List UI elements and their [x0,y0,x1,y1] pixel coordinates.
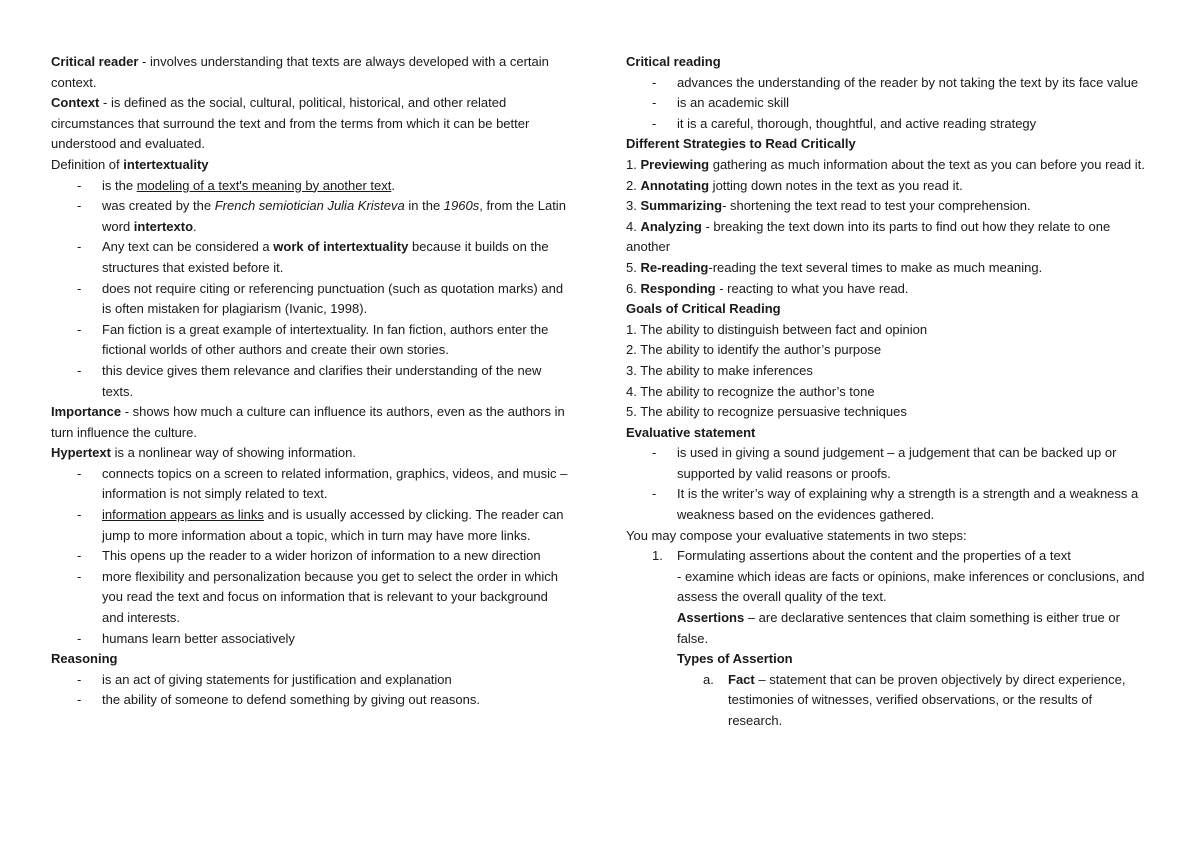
list-item: - Any text can be considered a work of intertextuality because it builds on the structures that existed before it. [51,237,571,278]
strategy-item: 6. Responding - reacting to what you have read. [626,280,909,296]
evaluative-list [626,443,1148,525]
list-item: - is used in giving a sound judgement – a judgement that can be backed up or supported by valid reasons or proofs. [626,443,1148,484]
goal-item: 4. The ability to recognize the author’s tone [626,383,875,399]
reasoning-list [51,670,571,711]
list-item: - connects topics on a screen to related information, graphics, videos, and music – information is not simply related to text. [51,464,571,505]
critical-reading-heading: Critical reading [626,54,721,69]
strategy-item: 1. Previewing gathering as much information about the text as you can before you read it. [626,156,1145,172]
strategy-item: 5. Re-reading-reading the text several times to make as much meaning. [626,259,1043,275]
critical-reading-list [626,73,1148,135]
list-item: - the ability of someone to defend something by giving out reasons. [51,690,571,711]
critical-reader-definition: Critical reader - involves understanding that texts are always developed with a certain context. [51,54,549,90]
evaluative-heading: Evaluative statement [626,424,756,440]
list-item: - it is a careful, thorough, thoughtful, and active reading strategy [626,114,1148,135]
list-item: - is the modeling of a text's meaning by another text. [51,176,571,197]
list-item: - It is the writer’s way of explaining why a strength is a strength and a weakness a weakness based on the evidences gathered. [626,484,1148,525]
hypertext-list [51,464,571,649]
strategy-item: 3. Summarizing- shortening the text read to test your comprehension. [626,198,1031,214]
list-item: - Fan fiction is a great example of intertextuality. In fan fiction, authors enter the fictional worlds of other authors and create their own stories. [51,320,571,361]
list-item: - was created by the French semiotician Julia Kristeva in the 1960s, from the Latin word intertexto. [51,196,571,237]
left-column [51,52,571,711]
goal-item: 1. The ability to distinguish between fact and opinion [626,321,928,337]
list-item: - more flexibility and personalization because you get to select the order in which you read the text and focus on information that is relevant to your background and interests. [51,567,571,629]
context-term: Context [51,95,100,111]
assertion-type-item: a. Fact – statement that can be proven objectively by direct experience, testimonies of witnesses, verified observations, or the results of research. [703,671,1126,728]
goal-item: 5. The ability to recognize persuasive techniques [626,404,907,420]
list-item: - information appears as links and is usually accessed by clicking. The reader can jump to more information about a topic, which in turn may have more links. [51,505,571,546]
right-column [626,52,1148,732]
compose-text: You may compose your evaluative statements in two steps: [626,527,967,543]
goal-item: 2. The ability to identify the author’s purpose [626,342,882,358]
importance-definition: Importance - shows how much a culture can influence its authors, even as the authors in turn influence the culture. [51,404,565,440]
goal-item: 3. The ability to make inferences [626,362,813,378]
list-item: - humans learn better associatively [51,629,571,650]
intertextuality-heading: Definition of intertextuality [51,156,209,172]
step-item: 1. Formulating assertions about the content and the properties of a text - examine which ideas are facts or opinions, make inferences or conclusions, and assess the overall quality of the text. Assertions – are declarative sentences that claim something is either true or false. Types of Assertion [626,546,1148,670]
goals-heading: Goals of Critical Reading [626,301,781,317]
list-item: - advances the understanding of the reader by not taking the text by its face value [626,73,1148,94]
hypertext-definition: Hypertext is a nonlinear way of showing information. [51,445,356,461]
types-heading: Types of Assertion [677,651,793,667]
assertions-definition: Assertions – are declarative sentences that claim something is either true or false. [677,610,1120,646]
reasoning-heading: Reasoning [51,651,118,667]
intertextuality-list [51,176,571,403]
strategy-item: 4. Analyzing - breaking the text down into its parts to find out how they relate to one another [626,218,1111,255]
critical-reader-term: Critical reader [51,54,139,69]
list-item: - This opens up the reader to a wider horizon of information to a new direction [51,546,571,567]
list-item: - is an academic skill [626,93,1148,114]
list-item: - does not require citing or referencing punctuation (such as quotation marks) and is often mistaken for plagiarism (Ivanic, 1998). [51,279,571,320]
list-item: - is an act of giving statements for justification and explanation [51,670,571,691]
context-definition: Context - is defined as the social, cultural, political, historical, and other related circumstances that surround the text and from the terms from which it can be better understood and evaluated. [51,95,530,152]
list-item: - this device gives them relevance and clarifies their understanding of the new texts. [51,361,571,402]
strategy-item: 2. Annotating jotting down notes in the text as you read it. [626,177,963,193]
strategies-heading: Different Strategies to Read Critically [626,136,856,152]
